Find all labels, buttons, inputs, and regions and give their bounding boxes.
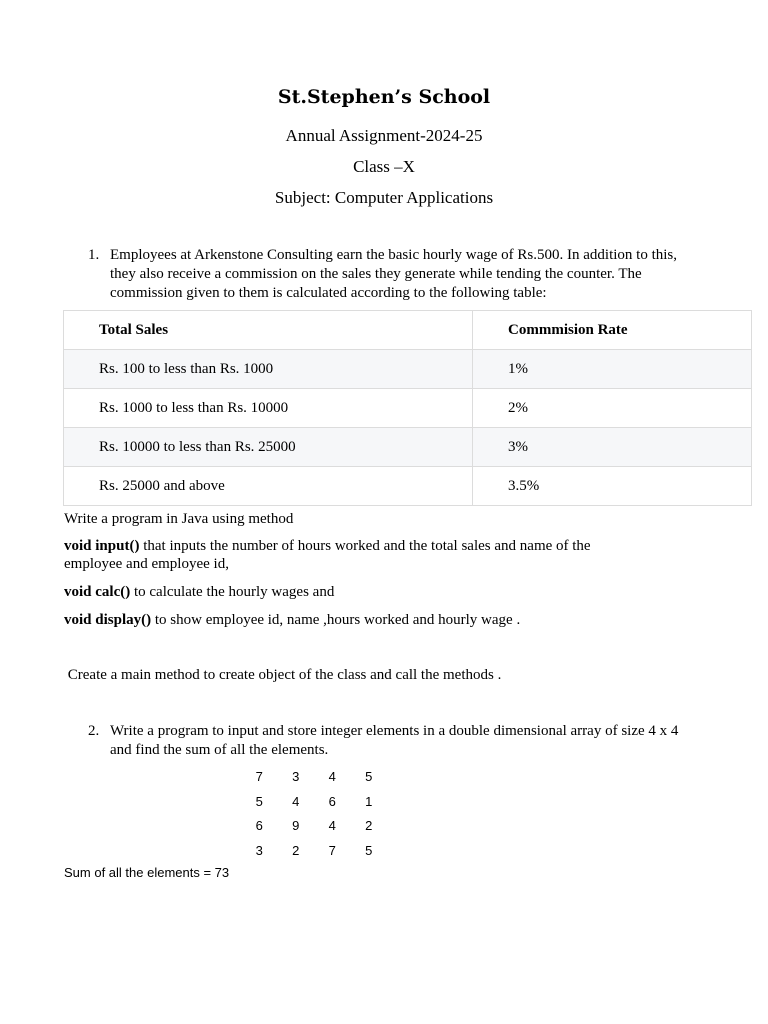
table-row [64,467,752,506]
matrix-cell: 2 [365,818,373,834]
matrix-cell: 6 [328,793,336,809]
header-commission-rate: Commmision Rate [473,311,752,350]
matrix-cell: 4 [328,818,336,834]
sum-result: Sum of all the elements = 73 [64,865,230,880]
school-name: St.Stephen’s School [277,86,491,108]
matrix-cell: 5 [365,842,373,858]
matrix-row [241,838,387,863]
assignment-title: Annual Assignment-2024-25 [285,126,483,145]
matrix-cell: 4 [292,793,300,809]
sales-range-cell: Rs. 100 to less than Rs. 1000 [64,350,473,389]
sales-range-cell: Rs. 10000 to less than Rs. 25000 [64,428,473,467]
method-display-name: void display() [64,612,152,628]
method-display-desc: to show employee id, name ,hours worked and hourly wage . [151,612,521,628]
write-program-line: Write a program in Java using method [64,511,294,527]
rate-cell: 2% [473,389,752,428]
table-row [64,350,752,389]
matrix-cell: 6 [255,818,263,834]
sales-range-cell: Rs. 1000 to less than Rs. 10000 [64,389,473,428]
matrix-cell: 7 [255,768,263,784]
question-2-text: Write a program to input and store integer elements in a double dimensional array of size 4 x 4 and find the sum of all the elements. [110,723,679,758]
table-row [64,428,752,467]
method-display [64,611,644,629]
rate-cell: 1% [473,350,752,389]
rate-cell: 3.5% [473,467,752,506]
question-1-text: Employees at Arkenstone Consulting earn the basic hourly wage of Rs.500. In addition to this, they also receive a commission on the sales they generate while tending the counter. The commission given to them is calculated according to the following table: [110,247,677,301]
matrix-cell: 4 [328,768,336,784]
matrix-cell: 3 [292,768,300,784]
matrix-cell: 3 [255,842,263,858]
matrix-example [241,764,387,863]
subject-label: Subject: Computer Applications [274,188,494,207]
main-method-line: Create a main method to create object of the class and call the methods . [64,667,502,683]
question-2 [88,722,688,760]
method-calc [64,583,644,601]
table-header-row [64,311,752,350]
matrix-cell: 2 [292,842,300,858]
method-input-name: void input() [64,538,140,554]
commission-table [63,310,752,506]
table-row [64,389,752,428]
matrix-row [241,813,387,838]
matrix-cell: 5 [365,768,373,784]
matrix-cell: 9 [292,818,300,834]
matrix-cell: 1 [365,793,373,809]
matrix-row [241,789,387,814]
question-1 [88,246,688,303]
method-input-desc: that inputs the number of hours worked and the total sales and name of the employee and employee id, [64,538,591,572]
matrix-cell: 5 [255,793,263,809]
question-1-number: 1. [88,247,100,263]
method-input [64,537,644,573]
method-calc-name: void calc() [64,584,131,600]
rate-cell: 3% [473,428,752,467]
matrix-cell: 7 [328,842,336,858]
sales-range-cell: Rs. 25000 and above [64,467,473,506]
method-calc-desc: to calculate the hourly wages and [130,584,335,600]
header-total-sales: Total Sales [64,311,473,350]
question-2-number: 2. [88,723,100,739]
matrix-row [241,764,387,789]
class-label: Class –X [353,157,415,176]
